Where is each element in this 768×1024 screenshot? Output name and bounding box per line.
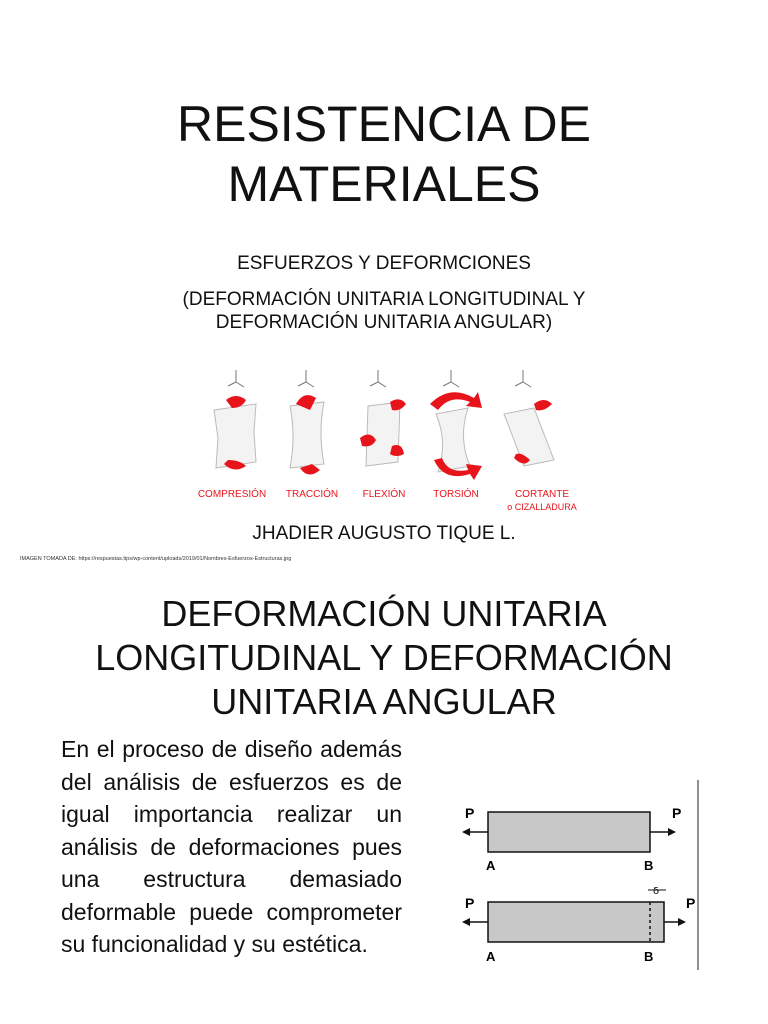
compression-block [214,396,256,470]
shear-block [504,400,554,466]
end-label-a-2: A [486,949,496,964]
label-flexion: FLEXIÓN [362,489,406,500]
bar-original [462,805,681,873]
traction-block [290,395,324,474]
bar-elongated [462,886,695,964]
author-name: JHADIER AUGUSTO TIQUE L. [252,523,516,544]
slide-1-title: RESISTENCIA DE MATERIALES [177,96,591,212]
end-label-b-1: B [644,858,654,873]
slide-1-subtitle: ESFUERZOS Y DEFORMCIONES [237,253,531,274]
label-traccion: TRACCIÓN [285,489,339,500]
image-credit: IMAGEN TOMADA DE: https://respuestas.tips/wp-content/uploads/2019/01/Nombres-Esfuerzos-Estructuras.jpg [20,556,292,562]
slide-1-subtitle-detail: (DEFORMACIÓN UNITARIA LONGITUDINAL Y DEFORMACIÓN UNITARIA ANGULAR) [182,289,586,333]
force-label-right-2: P [686,895,696,911]
label-cortante: CORTANTE [514,489,570,500]
force-label-left-2: P [465,895,475,911]
bar-deformation-diagram [448,778,703,974]
end-label-b-2: B [644,949,654,964]
delta-label: δ [653,886,660,897]
label-compresion: COMPRESIÓN [197,489,267,500]
end-label-a-1: A [486,858,496,873]
slide-2 [0,580,768,1024]
label-cizalladura: o CIZALLADURA [507,502,577,512]
force-label-right-1: P [672,805,682,821]
force-label-left-1: P [465,805,475,821]
flexion-block [360,399,406,466]
torsion-block [430,392,482,480]
label-torsion: TORSIÓN [433,489,479,500]
slide-2-title: DEFORMACIÓN UNITARIA LONGITUDINAL Y DEFORMACIÓN UNITARIA ANGULAR [95,593,673,722]
slide-2-body: En el proceso de diseño además del análisis de esfuerzos es de igual importancia realizar un análisis de deformaciones pues una estructura demasiado deformable puede comprometer su funcionalidad y su estética. [61,736,402,957]
stress-types-figure [178,342,590,518]
